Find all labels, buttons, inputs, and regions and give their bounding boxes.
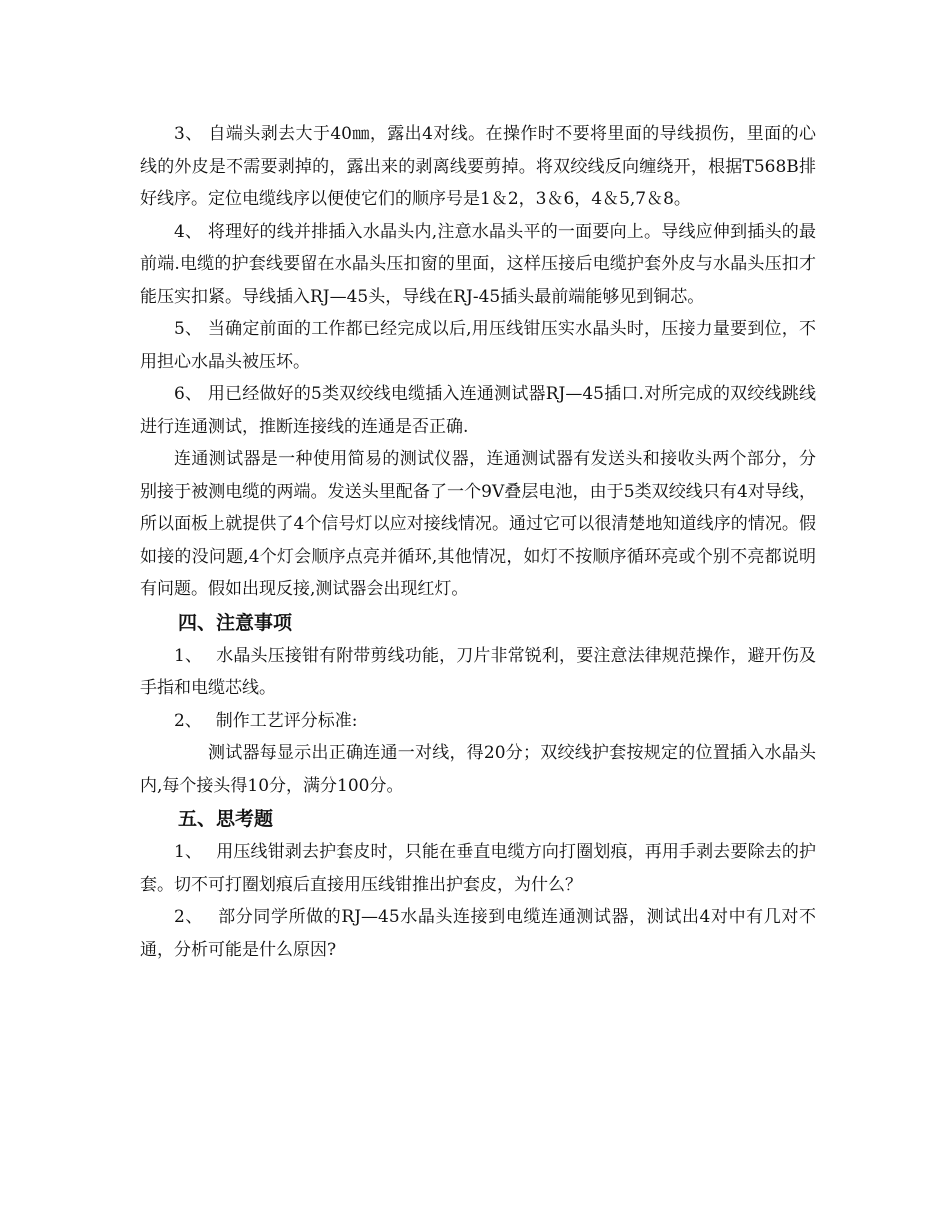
question-item-2: 2、 部分同学所做的RJ—45水晶头连接到电缆连通测试器，测试出4对中有几对不通，分析可能是什么原因? xyxy=(140,907,816,960)
document-body xyxy=(140,118,816,966)
paragraph-step-4: 4、 将理好的线并排插入水晶头内,注意水晶头平的一面要向上。导线应伸到插头的最前端.电缆的护套线要留在水晶头压扣窗的里面，这样压接后电缆护套外皮与水晶头压扣才能压实扣紧。导线插入RJ—45头，导线在RJ-45插头最前端能够见到铜芯。 xyxy=(140,221,816,307)
paragraph-step-3: 3、 自端头剥去大于40㎜，露出4对线。在操作时不要将里面的导线损伤，里面的心线的外皮是不需要剥掉的，露出来的剥离线要剪掉。将双绞线反向缠绕开，根据T568B排好线序。定位电缆线序以便使它们的顺序号是1＆2，3＆6，4＆5,7＆8。 xyxy=(140,124,816,209)
paragraph-step-5: 5、 当确定前面的工作都已经完成以后,用压线钳压实水晶头时，压接力量要到位，不用担心水晶头被压坏。 xyxy=(140,319,816,372)
precaution-item-2: 2、 制作工艺评分标准: xyxy=(174,710,358,731)
precaution-item-1: 1、 水晶头压接钳有附带剪线功能，刀片非常锐利，要注意法律规范操作，避开伤及手指和电缆芯线。 xyxy=(140,645,816,698)
section-heading-questions: 五、思考题 xyxy=(178,808,274,830)
question-item-1: 1、 用压线钳剥去护套皮时，只能在垂直电缆方向打圈划痕，再用手剥去要除去的护套。切不可打圈划痕后直接用压线钳推出护套皮，为什么？ xyxy=(140,842,816,895)
section-heading-precautions: 四、注意事项 xyxy=(178,611,293,634)
paragraph-tester-description: 连通测试器是一种使用简易的测试仪器，连通测试器有发送头和接收头两个部分，分别接于被测电缆的两端。发送头里配备了一个9V叠层电池，由于5类双绞线只有4对导线，所以面板上就提供了4个信号灯以应对接线情况。通过它可以很清楚地知道线序的情况。假如接的没问题,4个灯会顺序点亮并循环,其他情况，如灯不按顺序循环亮或个别不亮都说明有问题。假如出现反接,测试器会出现红灯。 xyxy=(140,449,816,599)
paragraph-step-6: 6、 用已经做好的5类双绞线电缆插入连通测试器RJ—45插口.对所完成的双绞线跳线进行连通测试，推断连接线的连通是否正确. xyxy=(140,384,816,437)
scoring-standard: 测试器每显示出正确连通一对线，得20分；双绞线护套按规定的位置插入水晶头内,每个接头得10分，满分100分。 xyxy=(140,743,816,796)
